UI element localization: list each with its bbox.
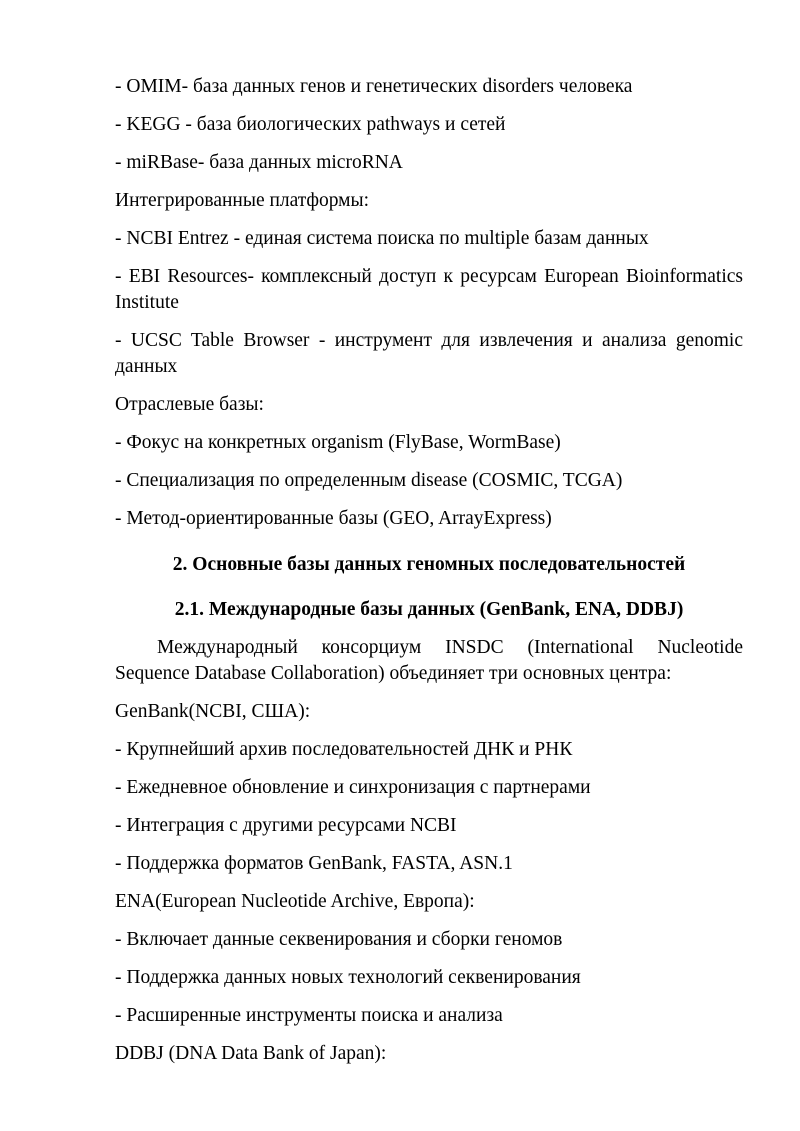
list-item-genbank-daily-update: - Ежедневное обновление и синхронизация с партнерами	[115, 777, 591, 798]
list-item-ebi-resources: - EBI Resources- комплексный доступ к ресурсам European Bioinformatics Institute	[115, 266, 743, 313]
list-item-ucsc-table-browser: - UCSC Table Browser - инструмент для извлечения и анализа genomic данных	[115, 330, 743, 377]
list-item-ena-tools: - Расширенные инструменты поиска и анализа	[115, 1005, 503, 1026]
section-label-genbank: GenBank(NCBI, США):	[115, 701, 311, 722]
section-heading-2: 2. Основные базы данных геномных последовательностей	[172, 553, 686, 575]
subsection-heading-2-1: 2.1. Международные базы данных (GenBank, ENA, DDBJ)	[174, 599, 684, 620]
list-item-ena-sequencing: - Включает данные секвенирования и сборки геномов	[115, 929, 563, 950]
list-item-genbank-integration: - Интеграция с другими ресурсами NCBI	[115, 815, 457, 836]
document-page	[115, 74, 743, 1079]
section-label-ddbj: DDBJ (DNA Data Bank of Japan):	[115, 1043, 387, 1064]
list-item-mirbase: - miRBase- база данных microRNA	[115, 152, 403, 173]
list-item-method-oriented: - Метод-ориентированные базы (GEO, ArrayExpress)	[115, 508, 552, 529]
list-item-organism-focus: - Фокус на конкретных organism (FlyBase, WormBase)	[115, 432, 561, 453]
list-item-genbank-archive: - Крупнейший архив последовательностей ДНК и РНК	[115, 739, 573, 760]
list-item-disease-specialization: - Специализация по определенным disease (COSMIC, TCGA)	[115, 470, 623, 491]
list-item-ena-new-tech: - Поддержка данных новых технологий секвенирования	[115, 967, 581, 988]
section-label-industry-databases: Отраслевые базы:	[115, 394, 264, 415]
list-item-genbank-formats: - Поддержка форматов GenBank, FASTA, ASN.1	[115, 853, 513, 874]
paragraph-insdc: Международный консорциум INSDC (International Nucleotide Sequence Database Collaboration) объединяет три основных центра:	[115, 637, 743, 684]
list-item-ncbi-entrez: - NCBI Entrez - единая система поиска по multiple базам данных	[115, 228, 649, 249]
section-label-integrated-platforms: Интегрированные платформы:	[115, 190, 370, 211]
section-label-ena: ENA(European Nucleotide Archive, Европа):	[115, 891, 475, 912]
list-item-omim: - OMIM- база данных генов и генетических disorders человека	[115, 76, 633, 97]
list-item-kegg: - KEGG - база биологических pathways и сетей	[115, 114, 506, 135]
